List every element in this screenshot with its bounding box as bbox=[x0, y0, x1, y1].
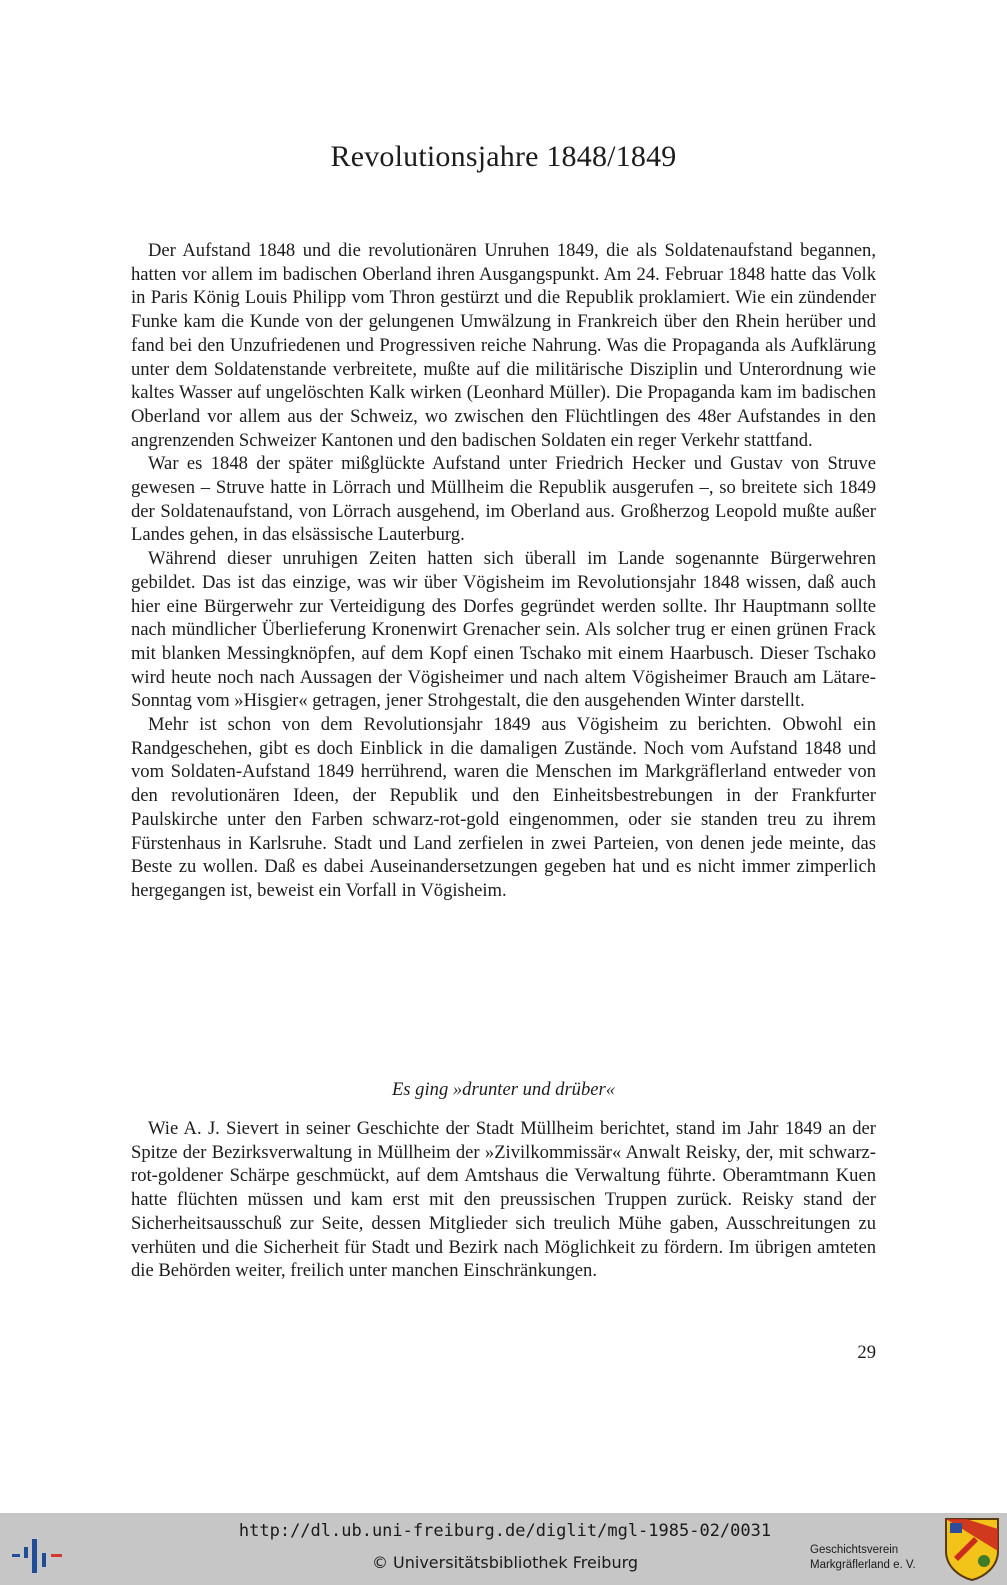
paragraph: Während dieser unruhigen Zeiten hatten sich überall im Lande sogenannte Bürgerwehren gebildet. Das ist das einzige, was wir über Vögisheim im Revolutionsjahr 1848 wissen, daß auch hier eine Bürgerwehr zur Verteidigung des Dorfes gegründet werden sollte. Ihr Hauptmann sollte nach mündlicher Überlieferung Kronenwirt Grenacher sein. Als solcher trug er einen grünen Frack mit blanken Messingknöpfen, auf dem Kopf einen Tschako mit einem Haarbusch. Dieser Tschako wird heute noch nach Aussagen der Vögisheimer und nach altem Vögisheimer Brauch am Lätare-Sonntag vom »Hisgier« getragen, jener Strohgestalt, die den ausgehenden Winter darstellt. bbox=[131, 548, 876, 712]
footer-copyright: © Universitätsbibliothek Freiburg bbox=[371, 1553, 639, 1572]
page-number: 29 bbox=[857, 1342, 876, 1363]
paragraph: War es 1848 der später mißglückte Aufstand unter Friedrich Hecker und Gustav von Struve gewesen – Struve hatte in Lörrach und Müllheim die Republik ausgerufen –, so breitete sich 1849 der Soldatenaufstand, von Lörrach ausgehend, im Oberland aus. Großherzog Leopold mußte außer Landes gehen, in das elsässische Lauterburg. bbox=[131, 453, 876, 546]
paragraph: Der Aufstand 1848 und die revolutionären Unruhen 1849, die als Soldatenaufstand begannen, hatten vor allem im badischen Oberland ihren Ausgangspunkt. Am 24. Februar 1848 hatte das Volk in Paris König Louis Philipp vom Thron gestürzt und die Republik proklamiert. Wie ein zündender Funke kam die Kunde von der gelungenen Umwälzung in Frankreich über den Rhein herüber und fand bei den Unzufriedenen und Progressiven reiche Nahrung. Was die Propaganda als Aufklärung unter dem Soldatenstande verbreitete, mußte auf die militärische Disziplin und Unterordnung wie kaltes Wasser auf ungelöschten Kalk wirken (Leonhard Müller). Die Propaganda kam im badischen Oberland vor allem aus der Schweiz, wo zwischen den Flüchtlingen des 48er Aufstandes in den angrenzenden Schweizer Kantonen und den badischen Soldaten ein reger Verkehr stattfand. bbox=[131, 240, 876, 451]
paragraph: Mehr ist schon von dem Revolutionsjahr 1849 aus Vögisheim zu berichten. Obwohl ein Randgeschehen, gibt es doch Einblick in die damaligen Zustände. Noch vom Aufstand 1848 und vom Soldaten-Aufstand 1849 herrührend, waren die Menschen im Markgräflerland entweder von den revolutionären Ideen, der Republik und den Einheitsbestrebungen in der Frankfurter Paulskirche unter den Farben schwarz-rot-gold eingenommen, oder sie standen treu zu ihrem Fürstenhaus in Karlsruhe. Stadt und Land zerfielen in zwei Parteien, von denen jede meinte, das Beste zu wollen. Daß es dabei Auseinandersetzungen gegeben hat und es nicht immer zimperlich hergegangen ist, beweist ein Vorfall in Vögisheim. bbox=[131, 714, 876, 901]
paragraph: Wie A. J. Sievert in seiner Geschichte der Stadt Müllheim berichtet, stand im Jahr 1849 an der Spitze der Bezirksverwaltung in Müllheim der »Zivilkommissär« Anwalt Reisky, der, mit schwarz-rot-goldener Schärpe geschmückt, auf dem Amtshaus die Verwaltung führte. Oberamtmann Kuen hatte flüchten müssen und kam erst mit den preussischen Truppen zurück. Reisky stand der Sicherheitsausschuß zur Seite, dessen Mitglieder sich treulich Mühe gaben, Ausschreitungen zu verhüten und die Sicherheit für Stadt und Bezirk nach Möglichkeit zu fördern. Im übrigen amteten die Behörden weiter, freilich unter manchen Einschränkungen. bbox=[131, 1118, 876, 1282]
second-text-section bbox=[131, 1117, 876, 1283]
ub-freiburg-logo-icon[interactable] bbox=[12, 1529, 64, 1577]
main-text-section bbox=[131, 239, 876, 903]
society-line-2: Markgräflerland e. V. bbox=[810, 1559, 916, 1571]
page-title: Revolutionsjahre 1848/1849 bbox=[330, 140, 677, 173]
coat-of-arms-icon bbox=[944, 1517, 1000, 1581]
footer-url-link[interactable]: http://dl.ub.uni-freiburg.de/diglit/mgl-1985-02/0031 bbox=[238, 1521, 772, 1541]
footer-bar bbox=[0, 1513, 1007, 1585]
society-name bbox=[810, 1543, 942, 1573]
section-heading: Es ging »drunter und drüber« bbox=[391, 1079, 616, 1100]
society-line-1: Geschichtsverein bbox=[810, 1544, 899, 1556]
